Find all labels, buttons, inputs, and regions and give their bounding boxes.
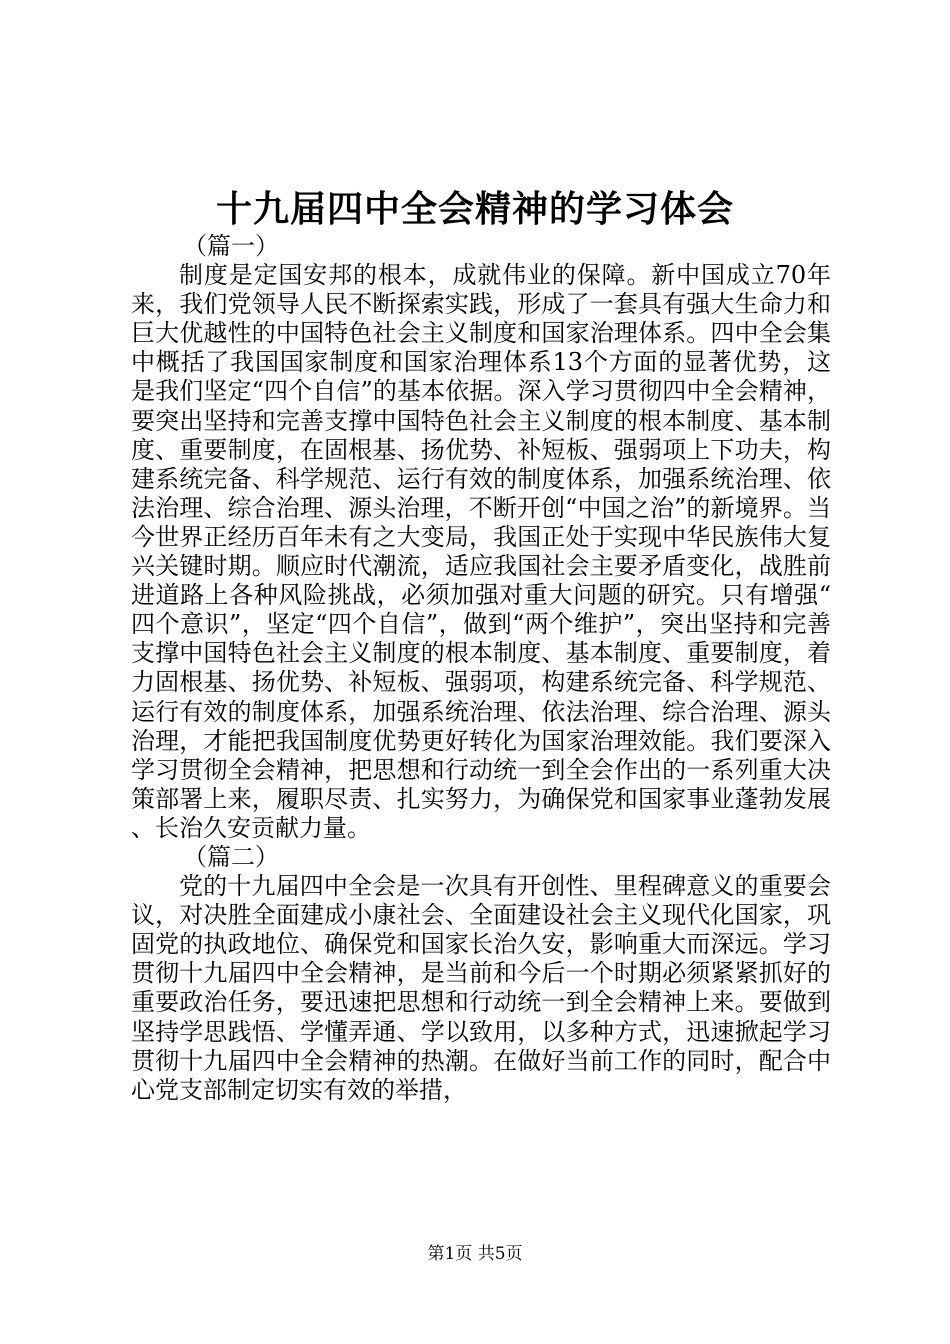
section-paragraph-1: 制度是定国安邦的根本，成就伟业的保障。新中国成立70年来，我们党领导人民不断探索实践，形成了一套具有强大生命力和巨大优越性的中国特色社会主义制度和国家治理体系。四中全会集中概括了我国国家制度和国家治理体系13个方面的显著优势，这是我们坚定“四个自信”的基本依据。深入学习贯彻四中全会精神，要突出坚持和完善支撑中国特色社会主义制度的根本制度、基本制度、重要制度，在固根基、扬优势、补短板、强弱项上下功夫，构建系统完备、科学规范、运行有效的制度体系，加强系统治理、依法治理、综合治理、源头治理，不断开创“中国之治”的新境界。当今世界正经历百年未有之大变局，我国正处于实现中华民族伟大复兴关键时期。顺应时代潮流，适应我国社会主要矛盾变化，战胜前进道路上各种风险挑战，必须加强对重大问题的研究。只有增强“四个意识”，坚定“四个自信”，做到“两个维护”，突出坚持和完善支撑中国特色社会主义制度的根本制度、基本制度、重要制度，着力固根基、扬优势、补短板、强弱项，构建系统完备、科学规范、运行有效的制度体系，加强系统治理、依法治理、综合治理、源头治理，才能把我国制度优势更好转化为国家治理效能。我们要深入学习贯彻全会精神，把思想和行动统一到全会作出的一系列重大决策部署上来，履职尽责、扎实努力，为确保党和国家事业蓬勃发展、长治久安贡献力量。 [131, 261, 831, 842]
section-label-1: （篇一） [183, 232, 279, 260]
section-label-2: （篇二） [183, 842, 279, 871]
section-paragraph-2: 党的十九届四中全会是一次具有开创性、里程碑意义的重要会议，对决胜全面建成小康社会、全面建设社会主义现代化国家，巩固党的执政地位、确保党和国家长治久安，影响重大而深远。学习贯彻十九届四中全会精神，是当前和今后一个时期必须紧紧抓好的重要政治任务，要迅速把思想和行动统一到全会精神上来。要做到坚持学思践悟、学懂弄通、学以致用，以多种方式，迅速掀起学习贯彻十九届四中全会精神的热潮。在做好当前工作的同时，配合中心党支部制定切实有效的举措， [131, 872, 831, 1104]
document-body [131, 232, 831, 1105]
page-footer: 第1页 共5页 [427, 1244, 523, 1264]
document-title: 十九届四中全会精神的学习体会 [215, 188, 734, 230]
